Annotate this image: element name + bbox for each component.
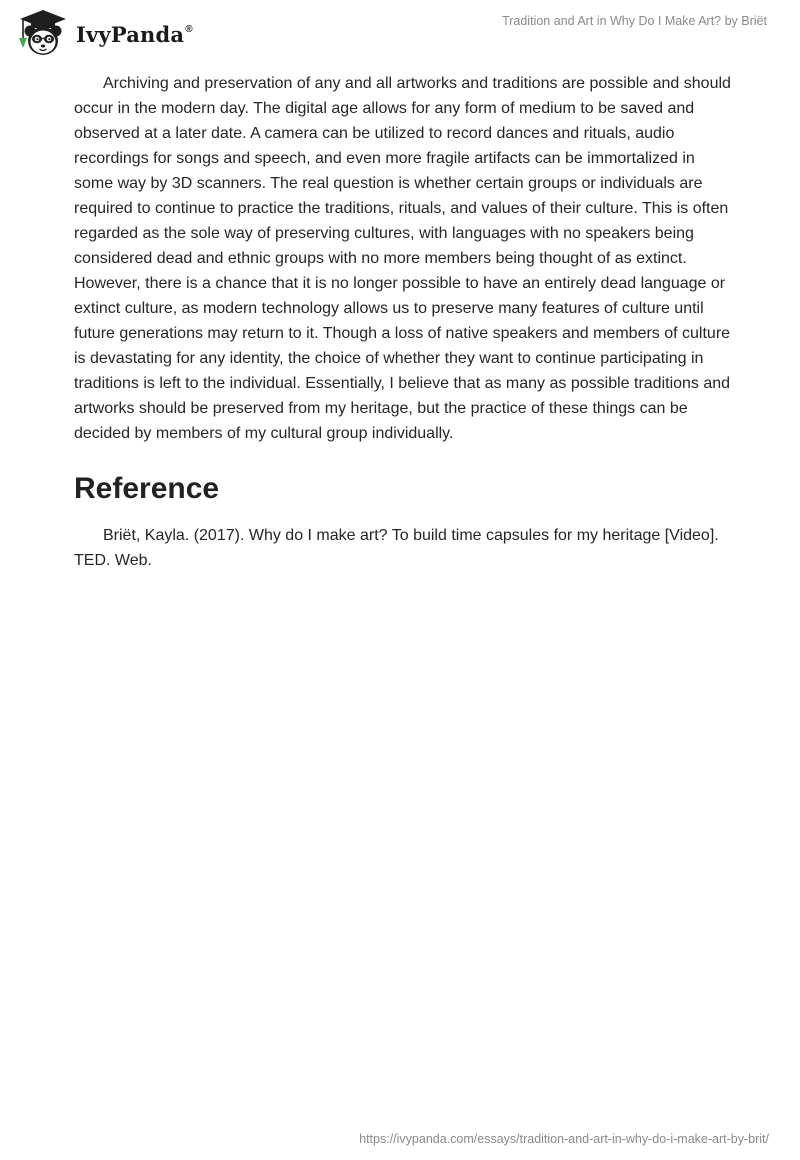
logo-registered-mark: ® [185,23,193,35]
reference-heading: Reference [74,472,220,505]
footer-source-url[interactable]: https://ivypanda.com/essays/tradition-and-art-in-why-do-i-make-art-by-brit/ [359,1132,769,1146]
reference-entry: Briët, Kayla. (2017). Why do I make art? To build time capsules for my heritage [Video]. TED. Web. [74,527,719,569]
body-paragraph: Archiving and preservation of any and all artworks and traditions are possible and should occur in the modern day. The digital age allows for any form of medium to be saved and observed at a later date. A camera can be utilized to record dances and rituals, audio recordings for songs and speech, and even more fragile artifacts can be immortalized in some way by 3D scanners. The real question is whether certain groups or individuals are required to continue to practice the traditions, rituals, and values of their culture. This is often regarded as the sole way of preserving cultures, with languages with no speakers being considered dead and ethnic groups with no more members being thought of as extinct. However, there is a chance that it is no longer possible to have an entirely dead language or extinct culture, as modern technology allows us to preserve many features of culture until future generations may return to it. Though a loss of native speakers and members of culture is devastating for any identity, the choice of whether they want to continue participating in traditions is left to the individual. Essentially, I believe that as many as possible traditions and artworks should be preserved from my heritage, but the practice of these things can be decided by members of my cultural group individually. [74,75,731,442]
running-title: Tradition and Art in Why Do I Make Art? by Briët [502,14,767,28]
page-header [0,0,800,60]
panda-graduate-icon [14,8,72,58]
ivypanda-logo[interactable] [14,8,193,58]
document-content [74,71,734,573]
logo-name: IvyPanda [76,21,185,47]
logo-wordmark [76,22,193,47]
